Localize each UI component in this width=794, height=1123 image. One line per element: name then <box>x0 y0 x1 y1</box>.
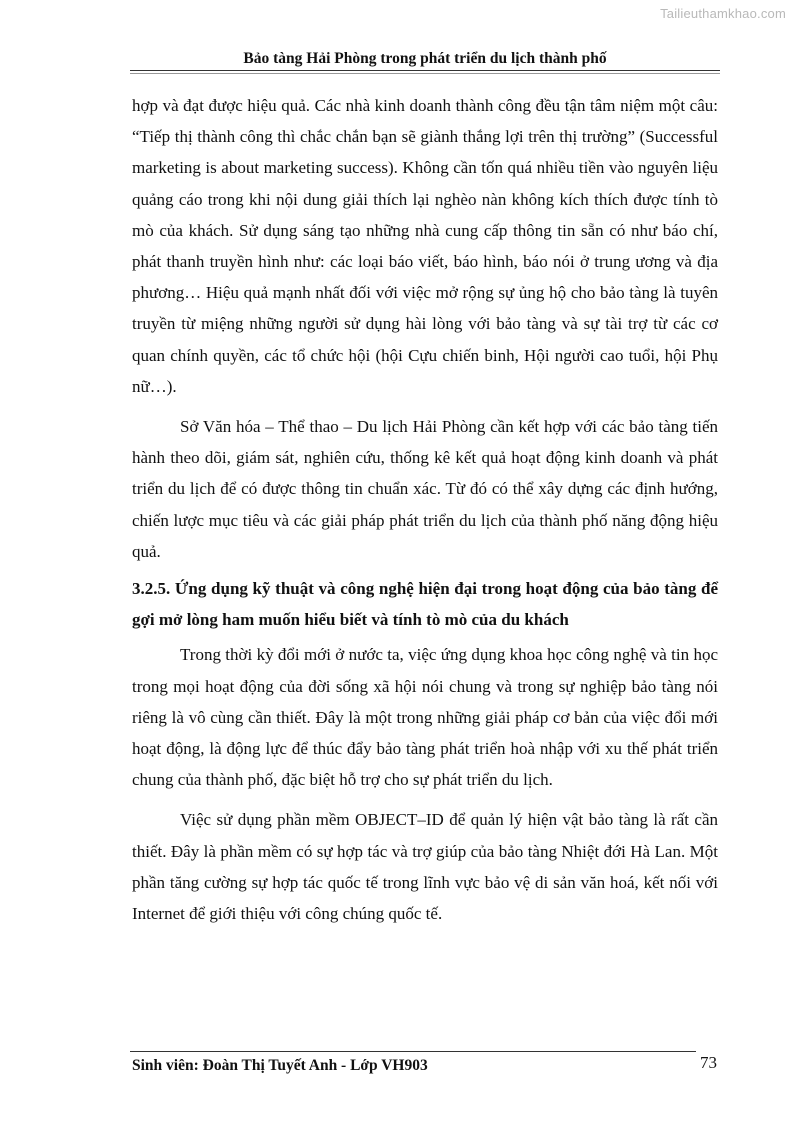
page-number: 73 <box>700 1053 717 1072</box>
paragraph: Trong thời kỳ đổi mới ở nước ta, việc ứng dụng khoa học công nghệ và tin học trong mọi hoạt động của đời sống xã hội nói chung và trong sự nghiệp bảo tàng nói riêng là vô cùng cần thiết. Đây là một trong những giải pháp cơ bản của việc đổi mới hoạt động, là động lực để thúc đẩy bảo tàng phát triển hoà nhập với xu thế phát triển chung của thành phố, đặc biệt hỗ trợ cho sự phát triển du lịch. <box>132 645 718 790</box>
section-heading: 3.2.5. Ứng dụng kỹ thuật và công nghệ hiện đại trong hoạt động của bảo tàng để gợi mở lòng ham muốn hiểu biết và tính tò mò của du khách <box>132 579 718 630</box>
footer-student-info: Sinh viên: Đoàn Thị Tuyết Anh - Lớp VH903 <box>132 1057 428 1074</box>
paragraph-continued: hợp và đạt được hiệu quả. Các nhà kinh doanh thành công đều tận tâm niệm một câu: “Tiếp thị thành công thì chắc chắn bạn sẽ giành thắng lợi trên thị trường” (Successful marketing is about marketing success). Không cần tốn quá nhiều tiền vào nguyên liệu quảng cáo trong khi nội dung giải thích lại nghèo nàn không kích thích được tính tò mò của khách. Sử dụng sáng tạo những nhà cung cấp thông tin sẵn có như báo chí, phát thanh truyền hình như: các loại báo viết, báo hình, báo nói ở trung ương và địa phương… Hiệu quả mạnh nhất đối với việc mở rộng sự ủng hộ cho bảo tàng là tuyên truyền từ miệng những người sử dụng hài lòng với bảo tàng và sự tài trợ từ các cơ quan chính quyền, các tổ chức hội (hội Cựu chiến binh, Hội người cao tuổi, hội Phụ nữ…). <box>132 96 718 396</box>
header-divider <box>130 70 720 71</box>
running-header-title: Bảo tàng Hải Phòng trong phát triển du lịch thành phố <box>243 50 607 67</box>
paragraph: Việc sử dụng phần mềm OBJECT–ID để quản lý hiện vật bảo tàng là rất cần thiết. Đây là phần mềm có sự hợp tác và trợ giúp của bảo tàng Nhiệt đới Hà Lan. Một phần tăng cường sự hợp tác quốc tế trong lĩnh vực bảo vệ di sản văn hoá, kết nối với Internet để giới thiệu với công chúng quốc tế. <box>132 810 718 924</box>
watermark-text: Tailieuthamkhao.com <box>660 6 786 21</box>
paragraph: Sở Văn hóa – Thể thao – Du lịch Hải Phòng cần kết hợp với các bảo tàng tiến hành theo dõi, giám sát, nghiên cứu, thống kê kết quả hoạt động kinh doanh và phát triển du lịch để có được thông tin chuẩn xác. Từ đó có thể xây dựng các định hướng, chiến lược mục tiêu và các giải pháp phát triển du lịch của thành phố năng động hiệu quả. <box>132 417 718 561</box>
page-body <box>132 90 718 929</box>
footer-divider <box>130 1051 696 1052</box>
header-divider-secondary <box>130 73 720 74</box>
